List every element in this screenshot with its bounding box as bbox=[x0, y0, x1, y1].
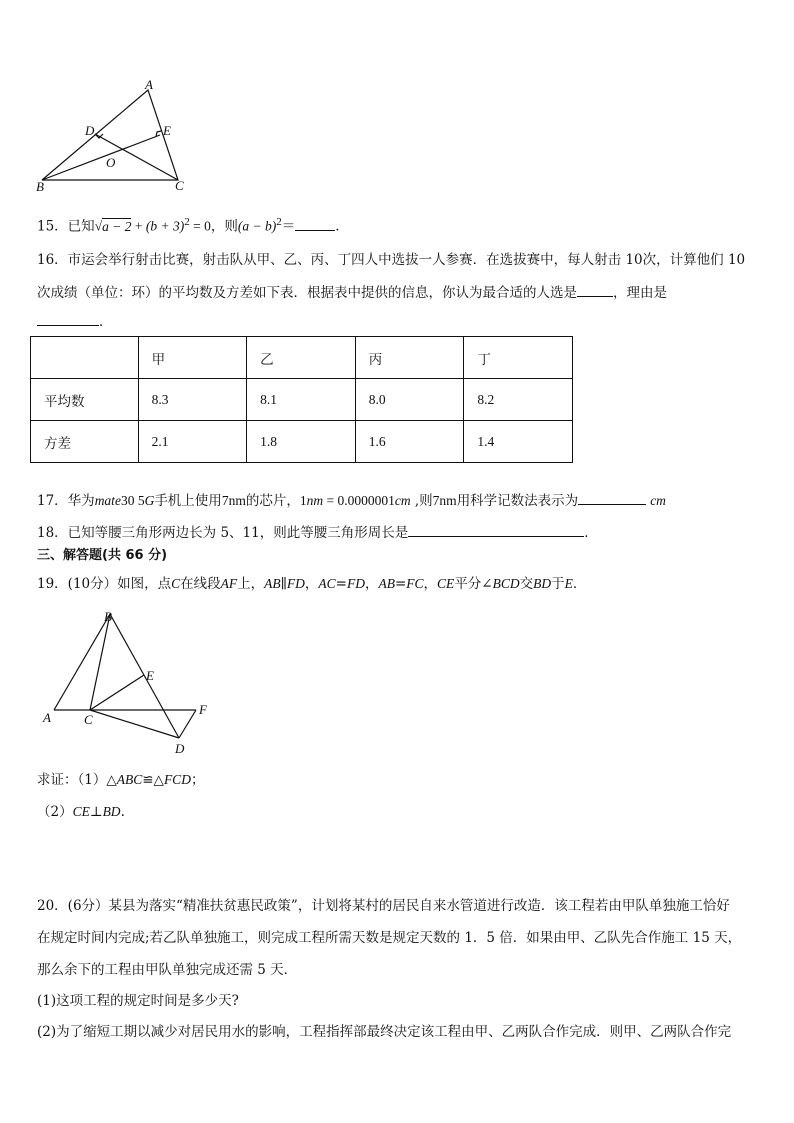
q19-t6: 平分∠ bbox=[454, 576, 493, 592]
q16-line-3-end: ． bbox=[99, 314, 113, 330]
q18-end: ． bbox=[584, 525, 598, 541]
q15-end: . bbox=[335, 218, 340, 235]
q19-perp: ⊥ bbox=[89, 804, 103, 819]
q18-answer-blank[interactable] bbox=[408, 522, 584, 537]
q20-sub-1: (1)这项工程的规定时间是多少天? bbox=[37, 993, 239, 1009]
q19-eq2: = bbox=[394, 576, 407, 592]
triangle-figure-2 bbox=[38, 606, 218, 758]
q17-mate: mate bbox=[94, 493, 121, 508]
table-cell: 8.2 bbox=[464, 379, 573, 421]
q19-point-c: C bbox=[171, 576, 181, 591]
q15-answer-blank[interactable] bbox=[295, 216, 335, 231]
q19-triangle-symbol: △ bbox=[106, 772, 117, 787]
label-C: C bbox=[175, 178, 184, 193]
q17-g: G bbox=[144, 493, 155, 508]
q17-cm: cm bbox=[394, 493, 411, 508]
triangle-figure-1 bbox=[32, 78, 202, 198]
q19-proof-2-label: （2） bbox=[37, 804, 73, 820]
q20-line-3: 那么余下的工程由甲队单独完成还需 5 天． bbox=[37, 962, 298, 978]
q19-bd-2: BD bbox=[102, 804, 121, 819]
q17-text-e: 手机上使用 bbox=[154, 493, 222, 509]
q15-tail: ＝ bbox=[281, 218, 296, 235]
q15-exp2: 2 bbox=[276, 216, 282, 228]
q15-plus: + bbox=[131, 218, 146, 234]
q19-af: AF bbox=[220, 576, 238, 591]
q19-t7: 交 bbox=[519, 576, 534, 592]
q17-value: = 0.0000001 bbox=[323, 493, 395, 508]
table-cell: 1.4 bbox=[464, 421, 573, 463]
q19-t2: 上， bbox=[237, 576, 265, 592]
q16-line-2 bbox=[37, 282, 667, 303]
q19-ce-2: CE bbox=[72, 804, 90, 819]
q19-fd: FD bbox=[286, 576, 305, 591]
q19-semicolon: ； bbox=[190, 772, 205, 788]
q19-t1: 在线段 bbox=[180, 576, 221, 592]
question-19 bbox=[37, 574, 586, 594]
q15-paren2: (a − b) bbox=[237, 218, 277, 234]
q19-t8: 于 bbox=[551, 576, 565, 592]
q17-unit: cm bbox=[650, 493, 666, 508]
q19-congruent: ≌△ bbox=[142, 772, 164, 787]
q19-t3: ， bbox=[304, 576, 319, 592]
q19-proof-1 bbox=[37, 770, 204, 790]
question-17 bbox=[37, 490, 666, 511]
q19-proof-label: 求证：（1） bbox=[37, 772, 107, 788]
q17-answer-blank[interactable] bbox=[578, 490, 646, 505]
q15-exp: 2 bbox=[184, 216, 190, 228]
q17-model: 30 5 bbox=[120, 493, 145, 508]
q19-bd: BD bbox=[533, 576, 552, 591]
question-15 bbox=[37, 212, 340, 237]
q16-line-2a: 次成绩（单位：环）的平均数及方差如下表．根据表中提供的信息，你认为最合适的人选是 bbox=[37, 285, 577, 301]
table-cell: 平均数 bbox=[31, 379, 139, 421]
question-18 bbox=[37, 522, 598, 543]
table-row bbox=[31, 379, 573, 421]
table-cell: 方差 bbox=[31, 421, 139, 463]
q19-prefix: 19．(10分）如图，点 bbox=[37, 576, 172, 592]
q19-parallel: ∥ bbox=[280, 576, 287, 591]
q19-fc: FC bbox=[406, 576, 424, 591]
table-header-cell: 甲 bbox=[138, 337, 247, 379]
fig2-label-F: F bbox=[199, 702, 207, 717]
q20-sub-2: (2)为了缩短工期以减少对居民用水的影响，工程指挥部最终决定该工程由甲、乙两队合作完成．则甲、乙两队合作完 bbox=[37, 1024, 732, 1040]
q17-text-g: 的芯片， bbox=[245, 493, 300, 509]
table-cell: 2.1 bbox=[138, 421, 247, 463]
q16-line-1: 16．市运会举行射击比赛，射击队从甲、乙、丙、丁四人中选拔一人参赛．在选拔赛中，每人射击 10次，计算他们 10 bbox=[37, 252, 746, 268]
q18-text: 18．已知等腰三角形两边长为 5、11，则此等腰三角形周长是 bbox=[37, 525, 409, 541]
label-B: B bbox=[36, 179, 44, 194]
q19-ac: AC bbox=[318, 576, 336, 591]
label-O: O bbox=[106, 155, 116, 170]
q17-text-a: 17．华为 bbox=[37, 493, 95, 509]
q17-7nm: 7nm bbox=[221, 493, 246, 508]
q19-t9: ． bbox=[572, 576, 587, 592]
table-cell: 8.0 bbox=[355, 379, 464, 421]
q20-line-2: 在规定时间内完成;若乙队单独施工，则完成工程所需天数是规定天数的 1．5 倍．如果由甲、乙队先合作施工 15 天， bbox=[37, 930, 742, 946]
table-header-cell: 丙 bbox=[355, 337, 464, 379]
table-cell: 8.1 bbox=[247, 379, 356, 421]
q16-reason-blank[interactable] bbox=[37, 311, 99, 326]
table-cell: 1.6 bbox=[355, 421, 464, 463]
q19-proof-2 bbox=[37, 802, 125, 822]
q19-ab-2: AB bbox=[378, 576, 395, 591]
q16-line-3 bbox=[37, 311, 113, 332]
fig2-label-A: A bbox=[43, 710, 51, 725]
q17-then: ,则 bbox=[410, 493, 433, 509]
label-D: D bbox=[85, 123, 95, 138]
q15-eq: = 0，则 bbox=[189, 218, 238, 234]
q19-abc: ABC bbox=[116, 772, 143, 787]
q19-t4: ， bbox=[364, 576, 379, 592]
q19-eq1: = bbox=[335, 576, 347, 592]
table-cell: 8.3 bbox=[138, 379, 247, 421]
q17-nm: nm bbox=[306, 493, 324, 508]
q15-paren: (b + 3) bbox=[145, 218, 185, 234]
q19-ab: AB bbox=[264, 576, 281, 591]
label-A: A bbox=[145, 78, 153, 92]
q19-e: E bbox=[564, 576, 573, 591]
fig2-label-B: B bbox=[104, 609, 112, 624]
q17-text-n: 用科学记数法表示为 bbox=[456, 493, 579, 509]
q19-fd-2: FD bbox=[346, 576, 365, 591]
label-E: E bbox=[163, 123, 171, 138]
q15-sqrt-sign: √ bbox=[94, 218, 103, 234]
section-3-title: 三、解答题(共 66 分) bbox=[37, 548, 168, 563]
q19-proof-2-end: . bbox=[120, 804, 125, 820]
q16-line-2b: ，理由是 bbox=[613, 285, 667, 301]
table-header-row bbox=[31, 337, 573, 379]
q16-choice-blank[interactable] bbox=[577, 282, 613, 297]
table-cell: 1.8 bbox=[247, 421, 356, 463]
stats-table bbox=[30, 336, 573, 463]
table-header-cell bbox=[31, 337, 139, 379]
q20-line-1: 20．(6分）某县为落实“精准扶贫惠民政策”，计划将某村的居民自来水管道进行改造．该工程若由甲队单独施工恰好 bbox=[37, 898, 730, 914]
q17-one: 1 bbox=[299, 493, 307, 508]
q15-radicand: a − 2 bbox=[102, 218, 132, 234]
fig2-label-D: D bbox=[175, 741, 185, 756]
table-header-cell: 乙 bbox=[247, 337, 356, 379]
fig2-label-E: E bbox=[146, 668, 154, 683]
table-row bbox=[31, 421, 573, 463]
q17-7nm-2: 7nm bbox=[432, 493, 457, 508]
q19-t5: ， bbox=[423, 576, 438, 592]
q19-bcd: BCD bbox=[492, 576, 520, 591]
q15-number: 15．已知 bbox=[37, 218, 95, 235]
q19-ce: CE bbox=[437, 576, 455, 591]
table-header-cell: 丁 bbox=[464, 337, 573, 379]
q19-fcd: FCD bbox=[163, 772, 191, 787]
fig2-label-C: C bbox=[84, 712, 93, 727]
